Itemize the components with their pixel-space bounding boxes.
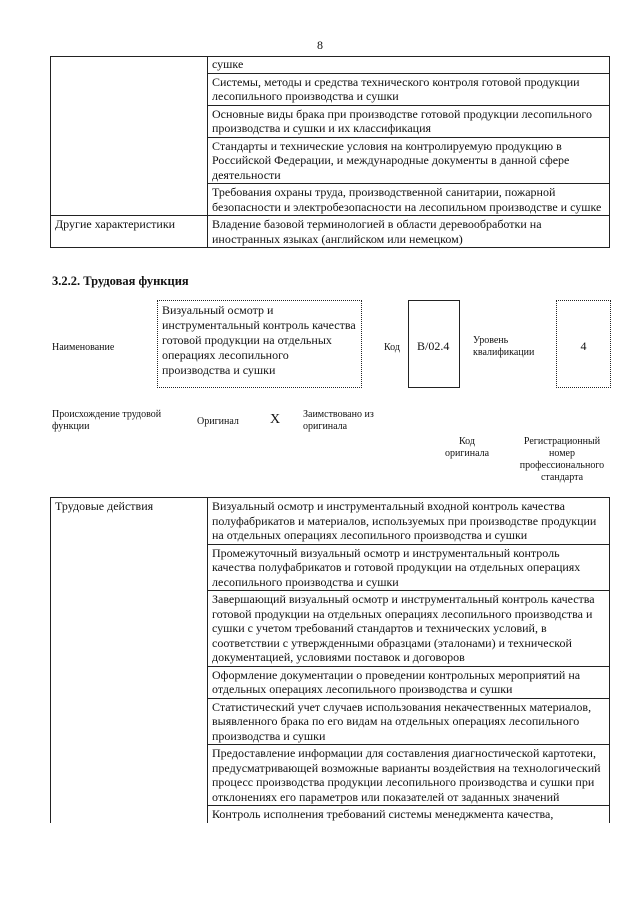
original-label: Оригинал: [197, 416, 239, 427]
borrowed-label: Заимствовано из оригинала: [303, 409, 374, 432]
labor-action-item: Визуальный осмотр и инструментальный входной контроль качества полуфабрикатов и материалов, используемых при производстве продукции на отдельных операциях лесопильного производства и сушки: [208, 498, 610, 545]
other-characteristics-text: Владение базовой терминологией в области деревообработки на иностранных языках (английском или немецком): [208, 216, 610, 248]
other-characteristics-label: Другие характеристики: [51, 216, 208, 248]
function-code-box: B/02.4: [408, 300, 460, 388]
labor-action-item: Статистический учет случаев использования некачественных материалов, выявленного брака по его видам на отдельных операциях лесопильного производства и сушки: [208, 698, 610, 745]
labor-action-item: Промежуточный визуальный осмотр и инструментальный контроль качества полуфабрикатов и готовой продукции на отдельных операциях лесопильного производства и сушки: [208, 544, 610, 591]
name-label: Наименование: [52, 342, 115, 353]
labor-action-item: Контроль исполнения требований системы менеджмента качества,: [208, 806, 610, 823]
knowledge-item: Системы, методы и средства технического контроля готовой продукции лесопильного производства и сушки: [208, 73, 610, 105]
labor-action-item: Завершающий визуальный осмотр и инструментальный контроль качества готовой продукции на отдельных операциях лесопильного производства и сушки с учетом требований стандартов и технических условий, в соответствии с утвержденными образцами (эталонами) и технической документацией, условиями поставок и договоров: [208, 591, 610, 667]
knowledge-table: [50, 56, 610, 248]
code-label: Код: [384, 342, 400, 353]
knowledge-item: Основные виды брака при производстве готовой продукции лесопильного производства и сушки и их классификация: [208, 105, 610, 137]
section-title: 3.2.2. Трудовая функция: [52, 274, 189, 288]
function-name-box: Визуальный осмотр и инструментальный контроль качества готовой продукции на отдельных операциях лесопильного производства и сушки: [157, 300, 362, 388]
knowledge-item: сушке: [208, 57, 610, 74]
level-value-box: 4: [556, 300, 611, 388]
original-mark: X: [270, 412, 281, 427]
registration-number-caption: Регистрационный номер профессионального стандарта: [519, 436, 605, 483]
page-number: 8: [317, 38, 323, 52]
knowledge-item: Требования охраны труда, производственной санитарии, пожарной безопасности и электробезопасности на лесопильном производстве и сушке: [208, 184, 610, 216]
labor-actions-table: [50, 497, 610, 823]
level-label: Уровень квалификации: [473, 335, 535, 358]
labor-action-item: Предоставление информации для составления диагностической картотеки, предусматривающей возможные варианты воздействия на технологический процесс производства продукции лесопильного производства и сушки при отклонениях его параметров или показателей от заданных значений: [208, 745, 610, 806]
original-code-caption: Код оригинала: [444, 436, 490, 459]
labor-action-item: Оформление документации о проведении контрольных мероприятий на отдельных операциях лесопильного производства и сушки: [208, 666, 610, 698]
knowledge-label-cell: [51, 57, 208, 216]
origin-label: Происхождение трудовой функции: [52, 409, 162, 432]
labor-actions-label: Трудовые действия: [51, 498, 208, 823]
knowledge-item: Стандарты и технические условия на контролируемую продукцию в Российской Федерации, и международные документы в данной сфере деятельности: [208, 137, 610, 184]
